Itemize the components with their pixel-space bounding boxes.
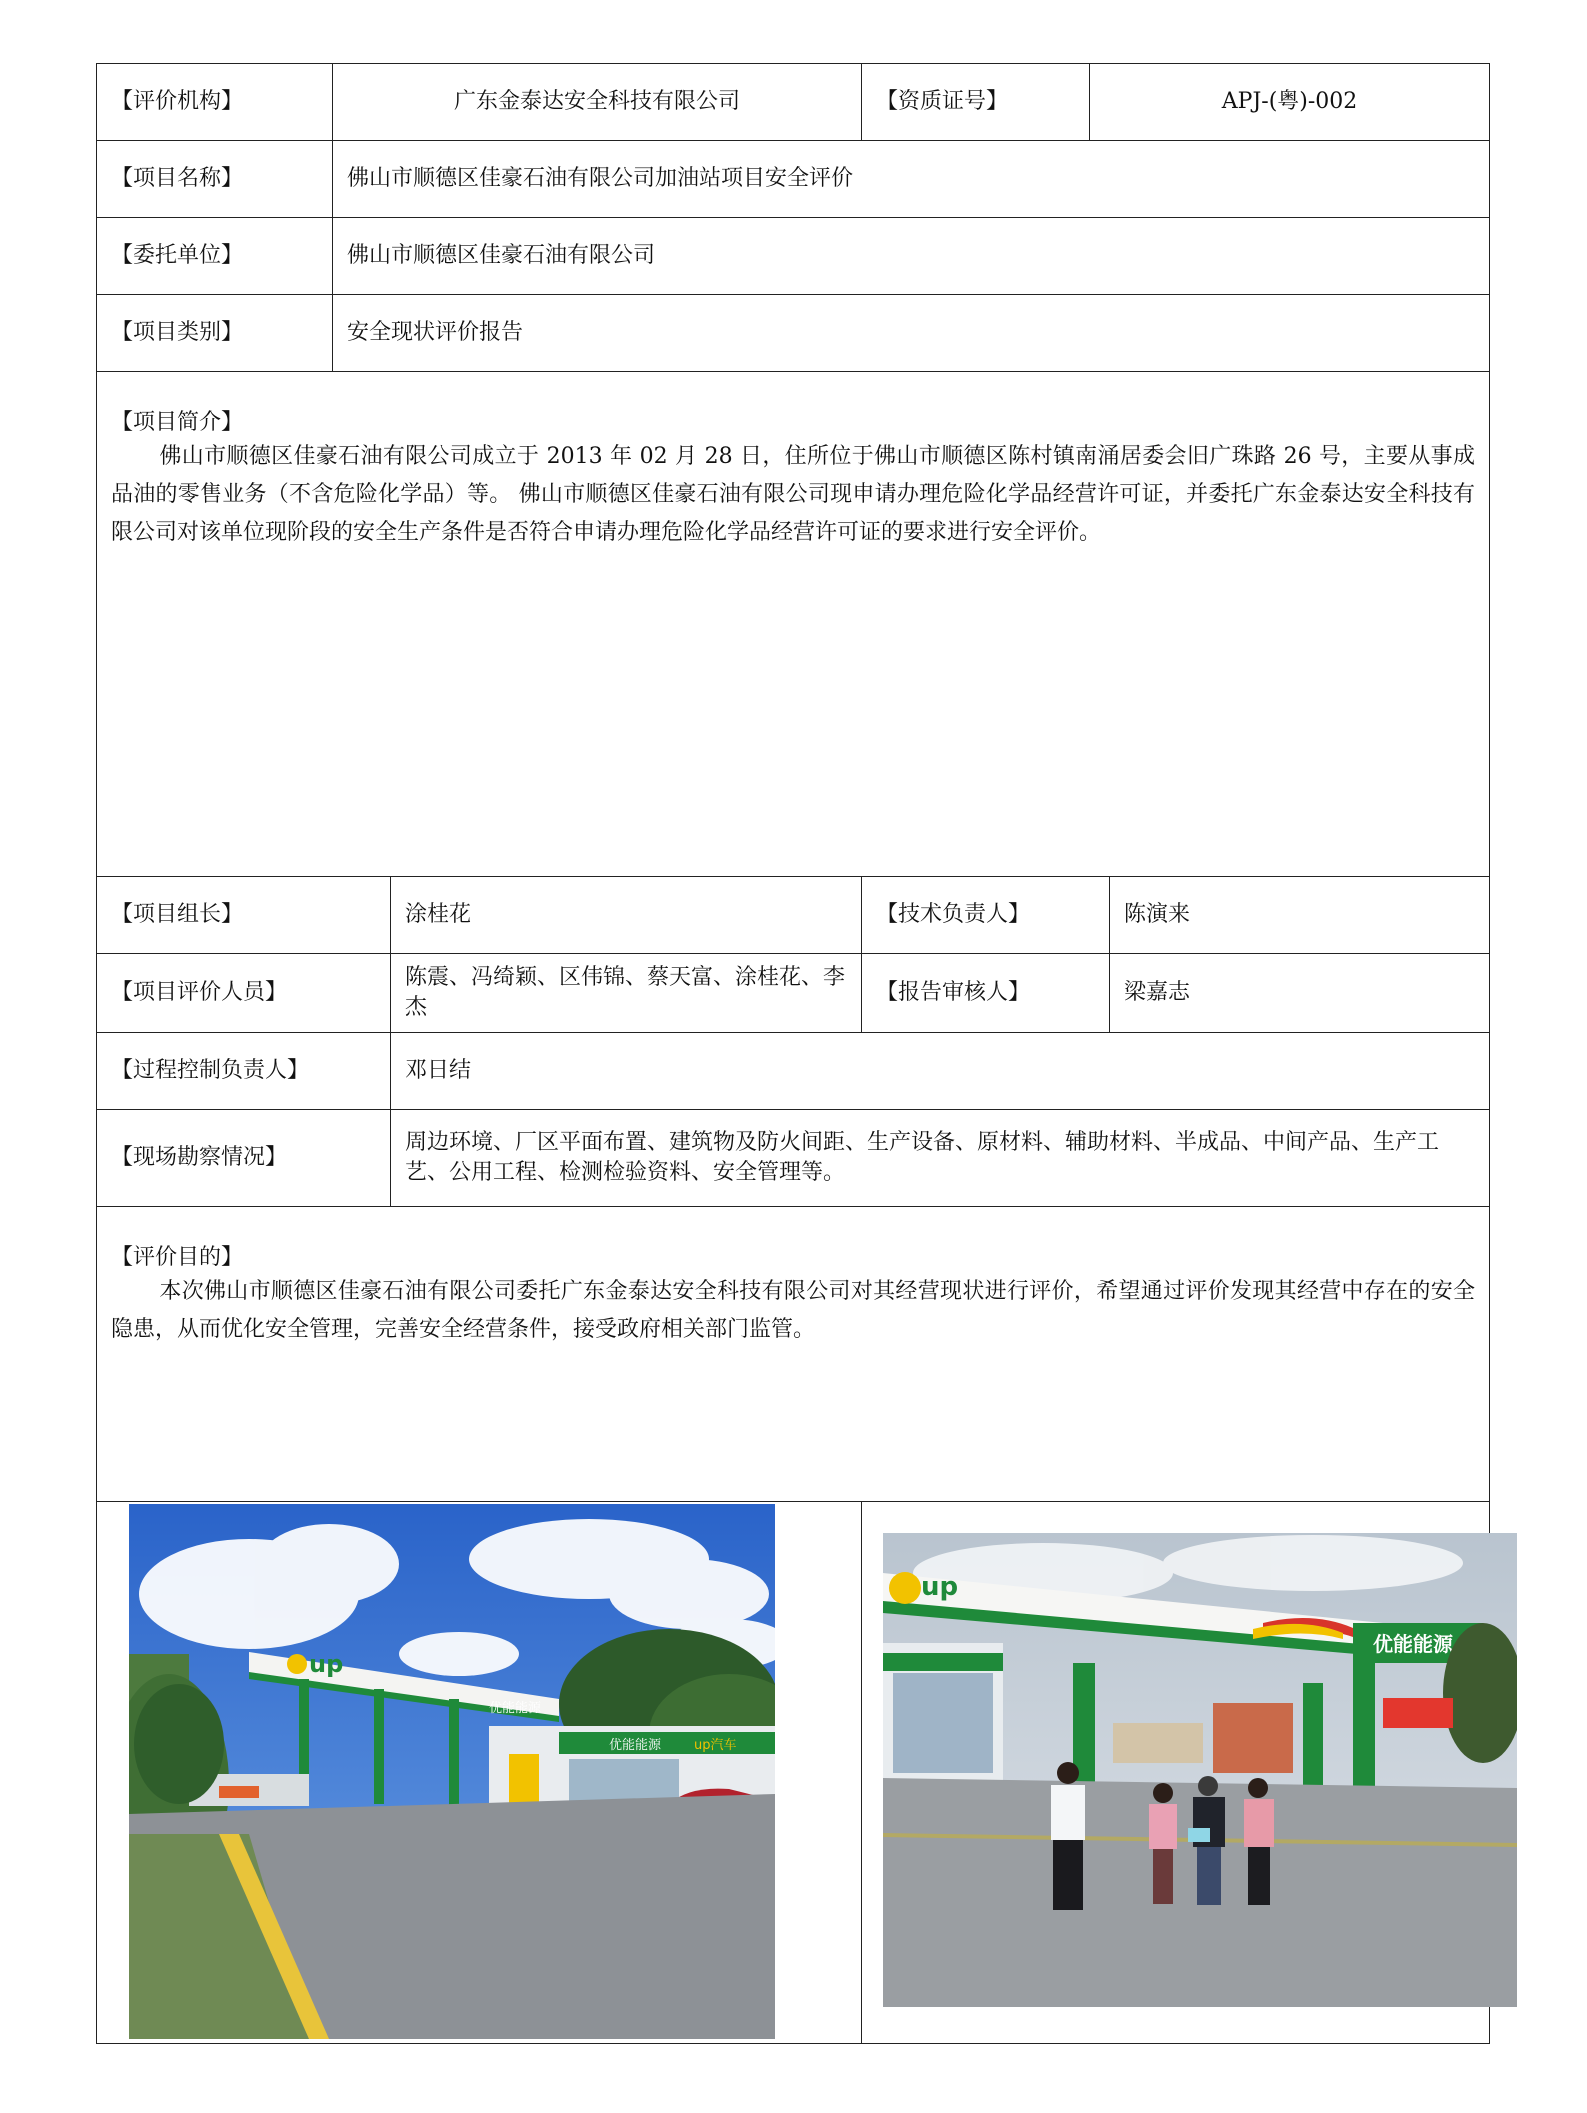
org-label: 【评价机构】: [97, 64, 333, 141]
info-table: [96, 63, 1490, 2044]
purpose-row: [97, 1207, 1490, 1502]
reviewer-value: 梁嘉志: [1110, 954, 1490, 1033]
intro-text: 佛山市顺德区佳豪石油有限公司成立于 2013 年 02 月 28 日，住所位于佛山市顺德区陈村镇南涌居委会旧广珠路 26 号，主要从事成品油的零售业务（不含危险化学品）等。 佛山市顺德区佳豪石油有限公司现申请办理危险化学品经营许可证，并委托广东金泰达安全科技有限公司对该单位现阶段的安全生产条件是否符合申请办理危险化学品经营许可证的要求进行安全评价。: [111, 444, 1476, 545]
tech-label: 【技术负责人】: [862, 877, 1110, 954]
category-row: [97, 295, 1490, 372]
gas-station-photo-right-image: [883, 1533, 1517, 2007]
intro-label: 【项目简介】: [111, 410, 244, 435]
intro-cell: [97, 372, 1490, 877]
canopy-text-left: 优能能源: [489, 1701, 542, 1716]
evaluators-row: [97, 954, 1490, 1033]
leader-label: 【项目组长】: [97, 877, 391, 954]
client-row: [97, 218, 1490, 295]
process-row: [97, 1033, 1490, 1110]
org-row: [97, 64, 1490, 141]
evaluation-info-sheet: [96, 63, 1489, 2044]
gas-station-photo-left: [129, 1504, 775, 2039]
project-name-row: [97, 141, 1490, 218]
gas-station-photo-right: [883, 1533, 1517, 2007]
tech-value: 陈演来: [1110, 877, 1490, 954]
survey-value: 周边环境、厂区平面布置、建筑物及防火间距、生产设备、原材料、辅助材料、半成品、中间产品、生产工艺、公用工程、检测检验资料、安全管理等。: [391, 1110, 1490, 1207]
gas-station-photo-left-image: [129, 1504, 775, 2039]
canopy-brand-right: up: [921, 1572, 959, 1602]
cert-value: APJ-(粤)-002: [1090, 64, 1490, 141]
cert-label: 【资质证号】: [862, 64, 1090, 141]
project-name-label: 【项目名称】: [97, 141, 333, 218]
shop-sign-left: 优能能源: [609, 1738, 662, 1753]
canopy-text-right: 优能能源: [1373, 1632, 1454, 1656]
client-label: 【委托单位】: [97, 218, 333, 295]
evaluators-value: 陈震、冯绮颖、区伟锦、蔡天富、涂桂花、李杰: [391, 954, 862, 1033]
evaluators-label: 【项目评价人员】: [97, 954, 391, 1033]
purpose-cell: [97, 1207, 1490, 1502]
client-value: 佛山市顺德区佳豪石油有限公司: [333, 218, 1490, 295]
survey-row: [97, 1110, 1490, 1207]
process-value: 邓日结: [391, 1033, 1490, 1110]
project-name-value: 佛山市顺德区佳豪石油有限公司加油站项目安全评价: [333, 141, 1490, 218]
purpose-text: 本次佛山市顺德区佳豪石油有限公司委托广东金泰达安全科技有限公司对其经营现状进行评价，希望通过评价发现其经营中存在的安全隐患，从而优化安全管理，完善安全经营条件，接受政府相关部门监管。: [111, 1279, 1476, 1342]
intro-row: [97, 372, 1490, 877]
process-label: 【过程控制负责人】: [97, 1033, 391, 1110]
category-value: 安全现状评价报告: [333, 295, 1490, 372]
canopy-brand-left: up: [309, 1650, 344, 1678]
reviewer-label: 【报告审核人】: [862, 954, 1110, 1033]
leader-value: 涂桂花: [391, 877, 862, 954]
purpose-label: 【评价目的】: [111, 1245, 244, 1270]
car-sign-left: up汽车: [694, 1738, 737, 1753]
photo-left-cell: [97, 1502, 862, 2044]
photo-right-cell: [862, 1502, 1490, 2044]
org-value: 广东金泰达安全科技有限公司: [333, 64, 862, 141]
survey-label: 【现场勘察情况】: [97, 1110, 391, 1207]
leader-row: [97, 877, 1490, 954]
photos-row: [97, 1502, 1490, 2044]
category-label: 【项目类别】: [97, 295, 333, 372]
